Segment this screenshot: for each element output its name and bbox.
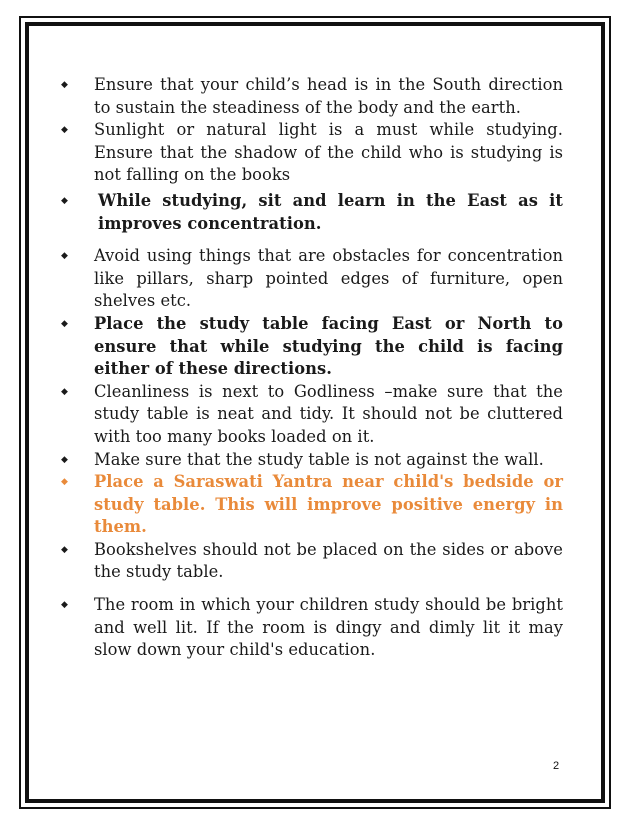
bullet-icon: ◆ (61, 600, 68, 611)
list-item-text: While studying, sit and learn in the East as it improves concentration. (98, 190, 563, 233)
bullet-icon: ◆ (61, 386, 68, 397)
list-item (60, 594, 563, 662)
list-item (60, 381, 563, 449)
bullet-icon: ◆ (61, 80, 68, 90)
list-item-highlighted (60, 471, 563, 539)
bullet-list (60, 74, 563, 662)
list-item-text: Cleanliness is next to Godliness –make sure that the study table is neat and tidy. It should not be cluttered with too many books loaded on it. (94, 381, 563, 446)
bullet-icon: ◆ (61, 195, 68, 206)
list-item (60, 74, 563, 119)
list-item (60, 119, 563, 187)
page-number: 2 (553, 760, 560, 772)
list-item-text: Make sure that the study table is not against the wall. (94, 449, 544, 469)
list-item-text: Place the study table facing East or North to ensure that while studying the child is facing either of these directions. (94, 313, 563, 379)
list-item (60, 190, 563, 235)
list-item-text: Sunlight or natural light is a must while studying. Ensure that the shadow of the child who is studying is not falling on the books (94, 120, 563, 185)
list-item-text: Place a Saraswati Yantra near child's bedside or study table. This will improve positive energy in them. (94, 472, 563, 537)
bullet-icon: ◆ (61, 125, 68, 136)
bullet-icon: ◆ (61, 318, 68, 329)
list-item-text: The room in which your children study should be bright and well lit. If the room is dingy and dimly lit it may slow down your child's education. (94, 595, 563, 660)
bullet-icon: ◆ (61, 477, 68, 488)
list-item-text: Ensure that your child’s head is in the South direction to sustain the steadiness of the body and the earth. (94, 75, 563, 117)
list-item (60, 245, 563, 313)
list-item-text: Avoid using things that are obstacles for concentration like pillars, sharp pointed edges of furniture, open shelves etc. (94, 246, 563, 311)
bullet-icon: ◆ (61, 544, 68, 555)
list-item-text: Bookshelves should not be placed on the sides or above the study table. (94, 539, 563, 582)
list-item (60, 539, 563, 584)
list-item (60, 449, 563, 472)
list-item (60, 313, 563, 381)
bullet-icon: ◆ (61, 251, 68, 262)
bullet-icon: ◆ (61, 454, 68, 465)
